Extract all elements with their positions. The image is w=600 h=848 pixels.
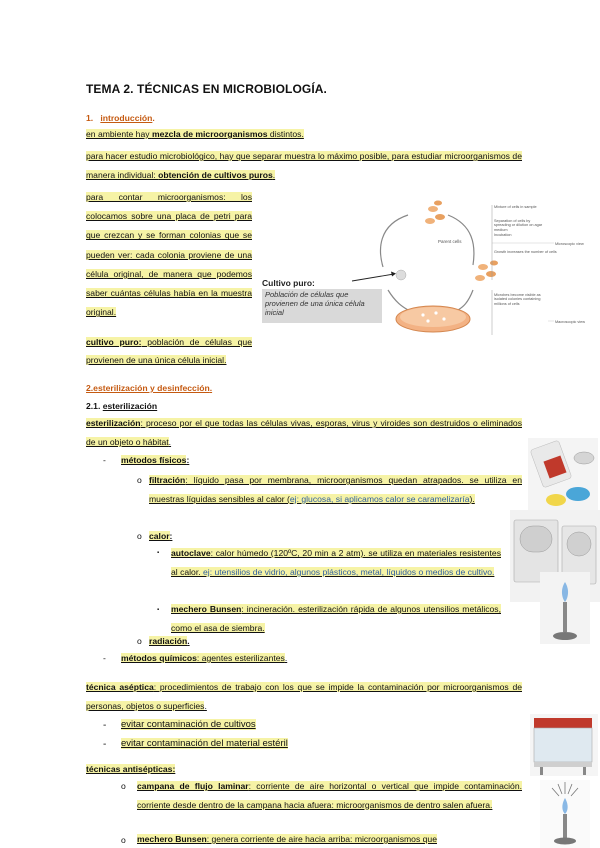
section-1-title: introducción bbox=[100, 113, 153, 123]
bullet-o: o bbox=[121, 781, 126, 791]
aseptic-item-2: evitar contaminación del material estéril bbox=[121, 738, 288, 749]
pointer-arrow bbox=[352, 274, 394, 281]
antiseptic-heading: técnicas antisépticas: bbox=[86, 764, 176, 774]
cycle-arrow-1 bbox=[381, 215, 408, 267]
bunsen-item: mechero Bunsen: incineración. esterilización rápida de algunos utensilios metálicos, como el asa de siembra. bbox=[171, 604, 501, 633]
filtration-item: filtración: líquido pasa por membrana, microorganismos quedan atrapados. se utiliza en muestras líquidas sensibles al calor (ej: glucosa, si aplicamos calor se caramelizaría). bbox=[149, 475, 522, 504]
heat-item: calor: bbox=[149, 531, 173, 541]
section-1-heading: 1. introducción. bbox=[86, 113, 155, 123]
cycle-arrow-4 bbox=[458, 290, 473, 310]
bullet-dash: - bbox=[103, 720, 107, 731]
aseptic-technique: técnica aséptica: procedimientos de trabajo con los que se impide la contaminación por microorganismos de personas, objetos o superficies. bbox=[86, 682, 522, 711]
s1-paragraph-3: para contar microorganismos: los colocamos sobre una placa de petri para que crezcan y se forman colonias que se pueden ver: cada colonia proviene de una célula original, de manera que podemos saber cuántas células había en la muestra original. bbox=[86, 192, 252, 318]
single-cell-icon bbox=[396, 270, 406, 280]
bunsen-antiseptic-item: mechero Bunsen: genera corriente de aire hacia arriba: microorganismos que bbox=[137, 834, 437, 844]
microscopic-view-label: Microscopic view bbox=[555, 242, 584, 246]
autoclave-item: autoclave: calor húmedo (120ºC, 20 min a 2 atm). se utiliza en materiales resistentes al calor. ej: utensilios de vidrio, algunos plásticos, metal, líquidos o medios de cultivo. bbox=[171, 548, 501, 577]
physical-methods: métodos físicos: bbox=[121, 455, 190, 465]
bullet-dash: - bbox=[103, 653, 106, 663]
svg-text:Mixture of cells in sample: Mixture of cells in sample bbox=[494, 205, 537, 209]
step-separation: Separation of cells by spreading or dilution on agar medium bbox=[494, 219, 543, 232]
section-2-1-heading: 2.1. esterilización bbox=[86, 401, 158, 411]
macroscopic-view-label: Macroscopic view bbox=[555, 320, 585, 324]
figure-caption-title: Cultivo puro: bbox=[262, 278, 315, 288]
s1-paragraph-2: para hacer estudio microbiológico, hay que separar muestra lo máximo posible, para estudiar microorganismos de manera individual: obtención de cultivos puros. bbox=[86, 151, 522, 180]
bunsen-airflow-photo bbox=[540, 780, 590, 848]
filter-membrane-photo bbox=[528, 438, 598, 510]
page-title: TEMA 2. TÉCNICAS EN MICROBIOLOGÍA. bbox=[86, 82, 327, 96]
laminar-flow-hood-photo bbox=[530, 714, 598, 776]
svg-text:Growth increases the number of: Growth increases the number of cells bbox=[494, 250, 557, 254]
bullet-square: ▪ bbox=[157, 550, 160, 556]
radiation-item: radiación. bbox=[149, 636, 190, 646]
chemical-methods: métodos químicos: agentes esterilizantes. bbox=[121, 653, 288, 663]
s1-paragraph-4: cultivo puro: población de células que provienen de una única célula inicial. bbox=[86, 337, 252, 365]
svg-text:Incubation: Incubation bbox=[494, 233, 512, 237]
bullet-o: o bbox=[137, 531, 142, 541]
step-colonies: Microbes become visible as isolated colonies containing millions of cells bbox=[494, 293, 541, 306]
s1-paragraph-1: en ambiente hay mezcla de microorganismos distintos. bbox=[86, 129, 304, 139]
section-2-heading: 2.esterilización y desinfección. bbox=[86, 383, 213, 393]
petri-dish-icon bbox=[396, 306, 470, 332]
aseptic-item-1: evitar contaminación de cultivos bbox=[121, 719, 256, 730]
parent-cells-label: Parent cells bbox=[438, 239, 462, 244]
growing-cells-icon bbox=[475, 261, 498, 282]
laminar-flow-item: campana de flujo laminar: corriente de aire horizontal o vertical que impide contaminación. corriente desde dentro de la campana hacia afuera: microorganismos de dentro salen afuera. bbox=[137, 781, 522, 810]
cycle-arrow-3 bbox=[388, 290, 408, 310]
bullet-o: o bbox=[121, 835, 126, 845]
bullet-dash: - bbox=[103, 739, 107, 750]
section-1-number: 1. bbox=[86, 113, 94, 123]
bunsen-burner-photo bbox=[540, 572, 590, 644]
bullet-o: o bbox=[137, 636, 142, 646]
bullet-o: o bbox=[137, 475, 142, 485]
bullet-dash: - bbox=[103, 455, 106, 465]
parent-cells-icon bbox=[425, 201, 445, 225]
figure-caption-text: Población de células que provienen de una única célula inicial bbox=[262, 289, 382, 323]
bullet-square: ▪ bbox=[157, 607, 160, 613]
sterilization-definition: esterilización: proceso por el que todas las células vivas, esporas, virus y viroides son destruidos o eliminados de un objeto o hábitat. bbox=[86, 418, 522, 447]
